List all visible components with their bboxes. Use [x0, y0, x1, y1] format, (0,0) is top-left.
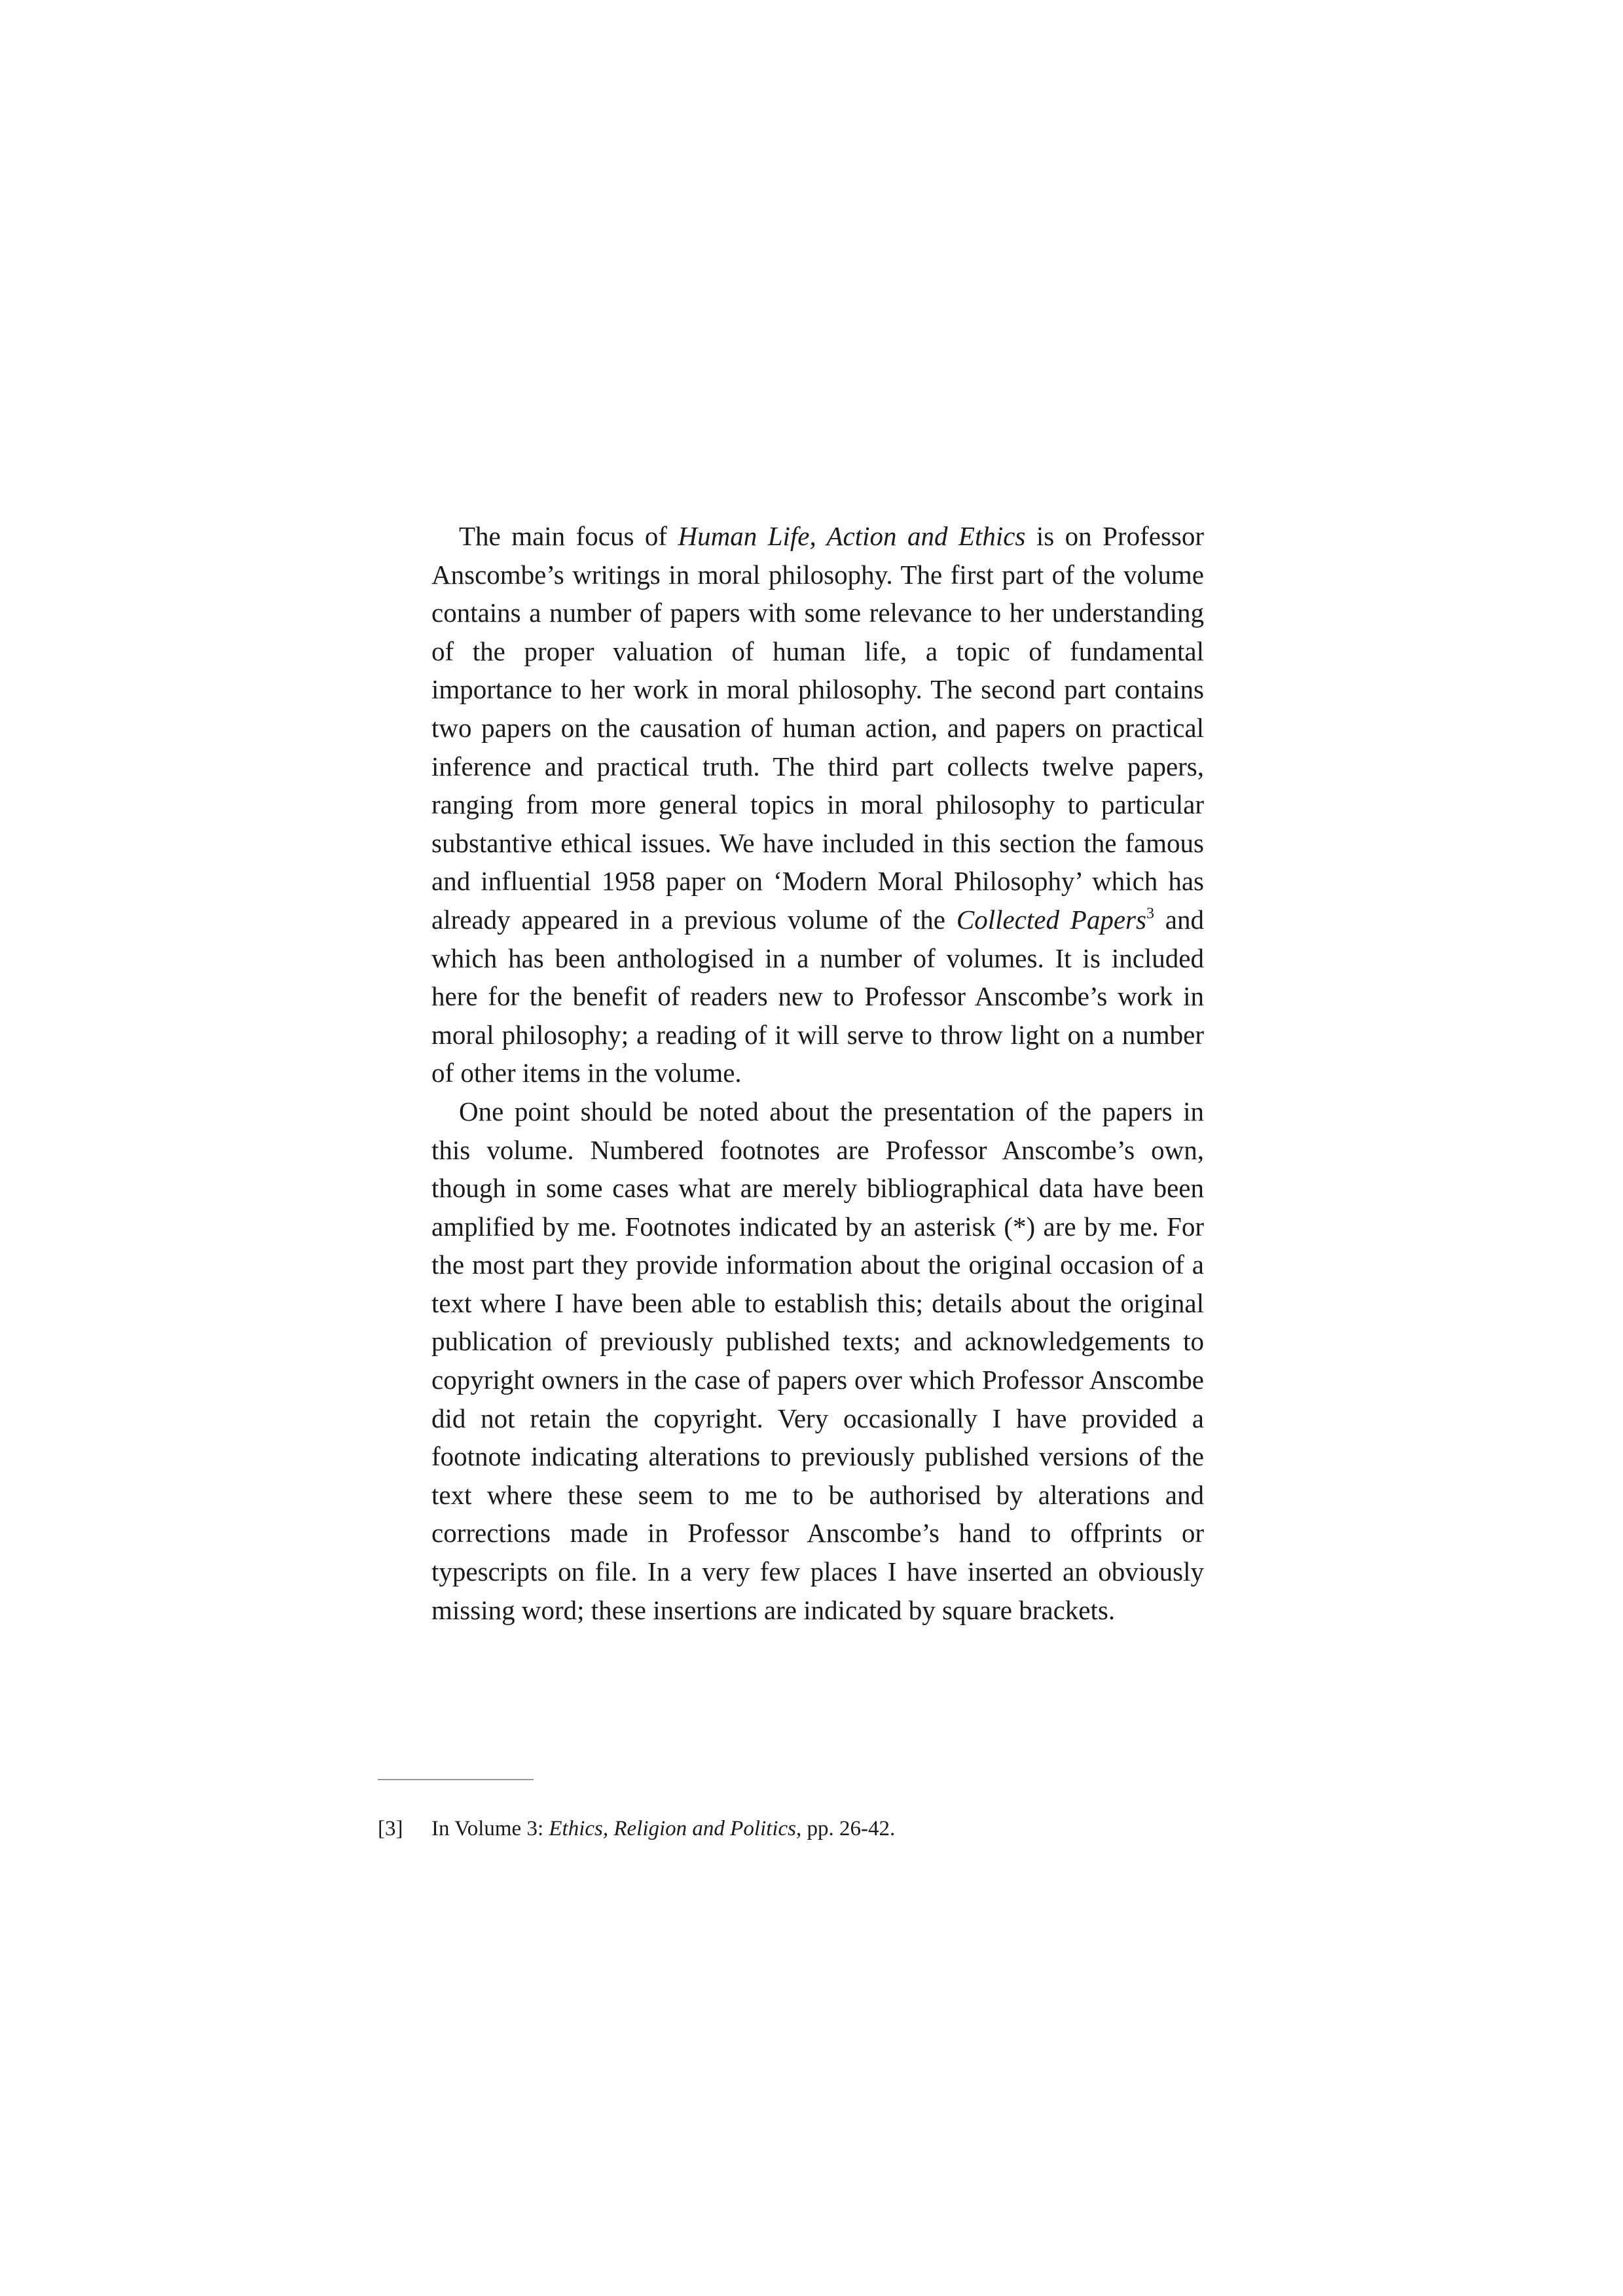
body-text	[431, 517, 1204, 1629]
footnote	[378, 1814, 1204, 1843]
footnote-text: In Volume 3:	[431, 1817, 549, 1840]
footnote-reference: 3	[1146, 905, 1154, 922]
footnote-text: , pp. 26-42.	[796, 1817, 896, 1840]
paragraph-2	[431, 1092, 1204, 1629]
book-title: Human Life, Action and Ethics	[678, 521, 1026, 551]
text-run: is on Professor Anscombe’s writings in moral philosophy. The first part of the volume contains a number of papers with some relevance to her understanding of the proper valuation of human life, a topic of fundamental importance to her work in moral philosophy. The second part contains two papers on the causation of human action, and papers on practical inference and practical truth. The third part collects twelve papers, ranging from more general topics in moral philosophy to particular substantive ethical issues. We have included in this section the famous and influential 1958 paper on ‘Modern Moral Philosophy’ which has already appeared in a previous volume of the	[431, 521, 1205, 935]
footnote-book-title: Ethics, Religion and Politics	[549, 1817, 796, 1840]
text-run: One point should be noted about the presentation of the papers in this volume. Numbered footnotes are Professor Anscombe’s own, though in some cases what are merely bibliographical data have been amplified by me. Footnotes indicated by an asterisk (*) are by me. For the most part they provide information about the original occasion of a text where I have been able to establish this; details about the original publication of previously published texts; and acknowledgements to copyright owners in the case of papers over which Professor Anscombe did not retain the copyright. Very occasionally I have provided a footnote indicating alterations to previously published versions of the text where these seem to me to be authorised by alterations and corrections made in Professor Anscombe’s hand to offprints or typescripts on file. In a very few places I have inserted an obviously missing word; these insertions are indicated by square brackets.	[431, 1096, 1204, 1625]
text-run: The main focus of	[459, 521, 678, 551]
footnote-number: [3]	[378, 1817, 403, 1840]
paragraph-1	[431, 517, 1204, 1092]
text-run: and which has been anthologised in a number of volumes. It is included here for the benefit of readers new to Professor Anscombe’s work in moral philosophy; a reading of it will serve to throw light on a number of other items in the volume.	[431, 904, 1204, 1088]
footnote-divider	[378, 1779, 534, 1780]
book-title: Collected Papers	[956, 904, 1146, 935]
